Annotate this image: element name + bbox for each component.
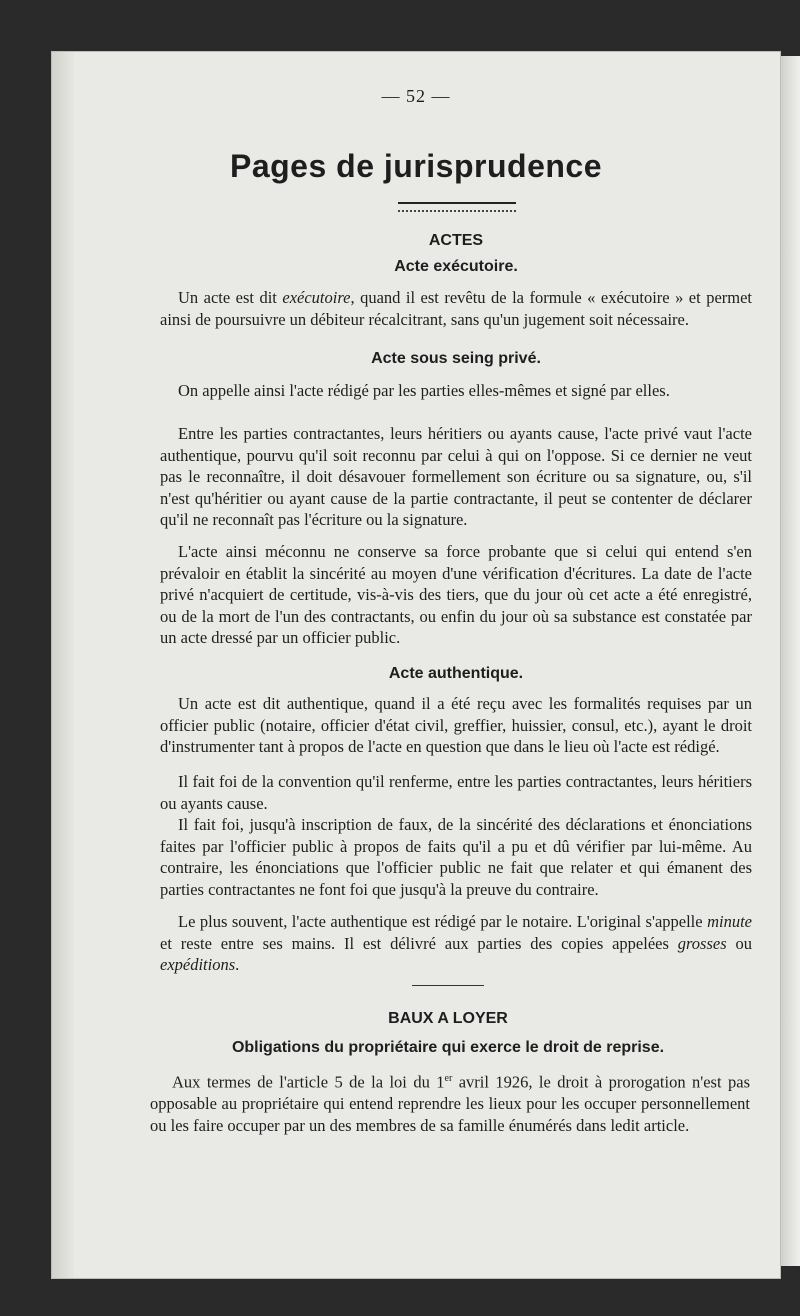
subheading-acte-sous-seing-prive: Acte sous seing privé. [371, 350, 541, 367]
paragraph-authentique-2: Il fait foi de la convention qu'il renferme, entre les parties contractantes, leurs héritiers ou ayants cause. [160, 772, 752, 813]
section-divider [412, 985, 484, 986]
page-title: Pages de jurisprudence [229, 148, 602, 184]
text-run: Le plus souvent, l'acte authentique est rédigé par le notaire. L'original s'appelle [178, 912, 708, 931]
text-run: avril 1926, le droit à prorogation n'est pas opposable au propriétaire qui entend reprendre les lieux pour les occuper personnellement ou les faire occuper par un des membres de sa famille énumérés dans ledit article. [150, 1072, 750, 1135]
section-heading-baux: BAUX A LOYER [388, 1010, 508, 1027]
page-number: — 52 — [381, 86, 451, 106]
paragraph-executoire [160, 287, 752, 330]
italic-term: grosses [677, 933, 727, 953]
section-heading-actes: ACTES [428, 232, 484, 249]
paragraph-seing-prive-1: On appelle ainsi l'acte rédigé par les parties elles-mêmes et signé par elles. [178, 381, 670, 400]
italic-term: expéditions [160, 955, 236, 974]
paragraph-seing-prive-3: L'acte ainsi méconnu ne conserve sa force probante que si celui qui entend s'en prévaloir en établit la sincérité au moyen d'une vérification d'écritures. La date de l'acte privé n'acquiert de certitude, vis-à-vis des tiers, que du jour où cet acte a été enregistré, ou de la mort de l'un des contractants, ou enfin du jour où sa substance est constatée par un acte dressé par un officier public. [160, 542, 752, 647]
paragraph-authentique-4 [160, 911, 752, 976]
subheading-acte-executoire: Acte exécutoire. [394, 258, 518, 275]
text-run: , quand il est revêtu de la formule « exécutoire » et permet ainsi de poursuivre un débiteur récalcitrant, sans qu'un jugement soit nécessaire. [160, 288, 753, 329]
paragraph-authentique-3: Il fait foi, jusqu'à inscription de faux, de la sincérité des déclarations et énonciations faites par l'officier public à propos de faits qu'il a pu et dû vérifier par lui-même. Au contraire, les énonciations que l'officier public ne fait que relater et qui émanent des parties contractantes ne font foi que jusqu'à la preuve du contraire. [160, 815, 752, 899]
paragraph-authentique-1: Un acte est dit authentique, quand il a été reçu avec les formalités requises par un officier public (notaire, officier d'état civil, greffier, huissier, consul, etc.), ayant le droit d'instrumenter tant à propos de l'acte en question que dans le lieu où l'acte est rédigé. [160, 694, 752, 756]
superscript: er [444, 1073, 453, 1084]
title-rule [398, 202, 516, 212]
italic-term: exécutoire [282, 288, 351, 307]
text-run: . [235, 955, 240, 974]
paragraph-seing-prive-2: Entre les parties contractantes, leurs héritiers ou ayants cause, l'acte privé vaut l'acte authentique, pourvu qu'il soit reconnu par celui à qui on l'oppose. Si ce dernier ne veut pas le reconnaître, il doit désavouer formellement son écriture ou sa signature, ou, s'il n'est qu'héritier ou ayant cause de la partie contractante, il peut se contenter de déclarer qu'il ne reconnaît pas l'écriture ou la signature. [160, 424, 752, 529]
text-run: ou [726, 933, 753, 953]
text-run: et reste entre ses mains. Il est délivré aux parties des copies appelées [160, 933, 678, 953]
subheading-obligations: Obligations du propriétaire qui exerce le droit de reprise. [231, 1039, 665, 1056]
paragraph-baux-1 [150, 1068, 750, 1136]
text-run: Un acte est dit [178, 288, 283, 307]
text-run: Aux termes de l'article 5 de la loi du 1 [172, 1072, 445, 1092]
italic-term: minute [707, 912, 752, 931]
subheading-acte-authentique: Acte authentique. [388, 665, 524, 682]
